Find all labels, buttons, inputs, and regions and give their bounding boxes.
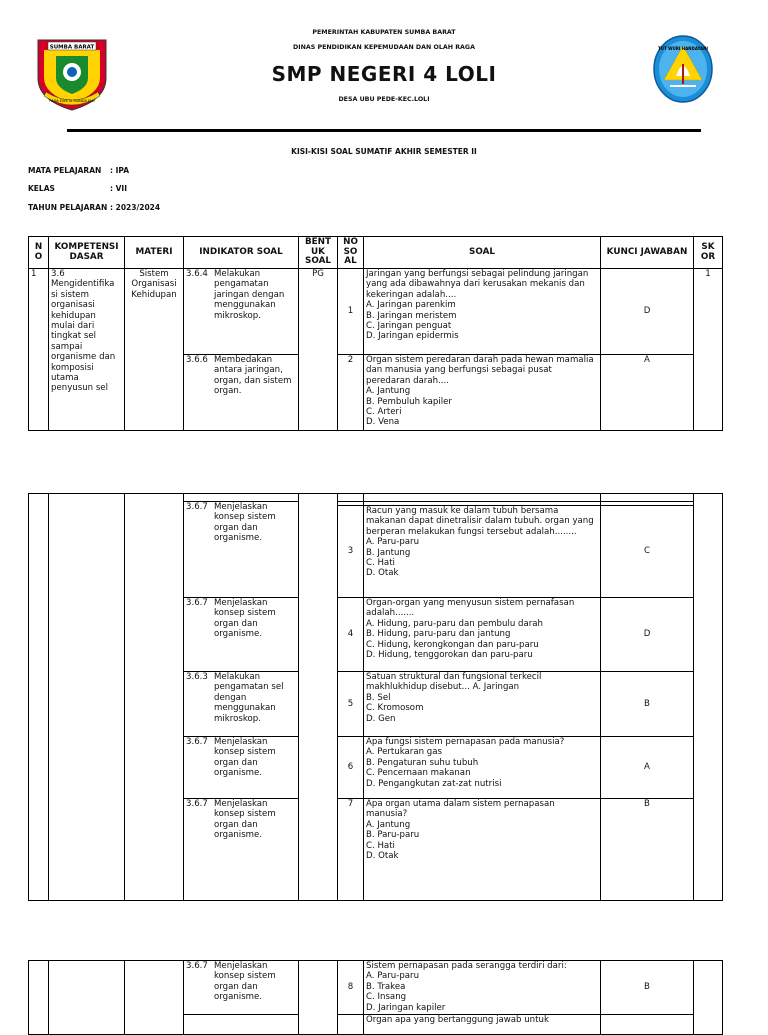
cell-kunci: B — [601, 961, 694, 1015]
soal-line: B. Jantung — [366, 547, 411, 558]
department-line: DINAS PENDIDIKAN KEPEMUDAAN DAN OLAH RAGA — [293, 44, 475, 51]
indikator-number: 3.6.3 — [186, 672, 208, 682]
cell-skor: 1 — [694, 269, 723, 431]
soal-line: B. Trakea — [366, 981, 406, 992]
col-header-soal: SOAL — [364, 237, 601, 269]
cell-nosoal: 2 — [338, 355, 364, 431]
col-header-kunci: KUNCI JAWABAN — [601, 237, 694, 269]
kisi-table-page-1 — [28, 236, 723, 431]
soal-line: B. Pembuluh kapiler — [366, 396, 452, 407]
school-address: DESA UBU PEDE-KEC.LOLI — [338, 96, 430, 103]
meta-year — [28, 203, 160, 212]
indikator-text: Melakukan pengamatan sel dengan menggunakan mikroskop. — [214, 672, 284, 724]
soal-line: C. Jaringan penguat — [366, 321, 452, 332]
soal-line: B. Jaringan meristem — [366, 310, 457, 321]
soal-line: Apa fungsi sistem pernapasan pada manusia? — [366, 737, 565, 747]
header-rule — [67, 129, 701, 132]
cell-indikator — [184, 355, 299, 431]
cell-indikator — [184, 494, 299, 502]
soal-line: C. Insang — [366, 992, 407, 1003]
meta-value: : VII — [110, 184, 127, 193]
cell-kunci: D — [601, 269, 694, 355]
cell-kunci: A — [601, 737, 694, 799]
col-header-kd: KOMPETENSI DASAR — [49, 237, 125, 269]
meta-label: TAHUN PELAJARAN — [28, 203, 108, 212]
cell-kunci: B — [601, 672, 694, 737]
cell-kunci: B — [601, 799, 694, 901]
soal-line: D. Hidung, tenggorokan dan paru-paru — [366, 650, 533, 661]
soal-line: D. Otak — [366, 568, 399, 579]
soal-line: Organ apa yang bertanggung jawab untuk — [366, 1015, 549, 1025]
crest-motto-text: PADA EWETA MANDA ELU — [49, 99, 95, 103]
soal-line: C. Pencernaan makanan — [366, 768, 471, 779]
cell-soal — [364, 799, 601, 901]
soal-line: B. Paru-paru — [366, 830, 420, 841]
table-row — [29, 269, 723, 355]
indikator-text: Melakukan pengamatan jaringan dengan menggunakan mikroskop. — [214, 269, 285, 321]
soal-line: A. Paru-paru — [366, 971, 420, 982]
indikator-number: 3.6.7 — [186, 799, 208, 809]
cell-nosoal: 4 — [338, 598, 364, 672]
col-header-no: N O — [29, 237, 49, 269]
cell-skor — [694, 961, 723, 1035]
indikator-text: Menjelaskan konsep sistem organ dan organisme. — [214, 502, 276, 544]
meta-subject — [28, 166, 129, 175]
cell-nosoal: 3 — [338, 506, 364, 598]
cell-nosoal: 5 — [338, 672, 364, 737]
cell-nosoal: 7 — [338, 799, 364, 901]
soal-line: A. Jantung — [366, 819, 411, 830]
indikator-number: 3.6.7 — [186, 961, 208, 971]
cell-indikator — [184, 502, 299, 598]
meta-class — [28, 184, 127, 193]
document-title: KISI-KISI SOAL SUMATIF AKHIR SEMESTER II — [291, 147, 477, 156]
cell-materi: Sistem Organisasi Kehidupan — [125, 269, 184, 431]
soal-line: A. Hidung, paru-paru dan pembulu darah — [366, 618, 543, 629]
cell-kunci: C — [601, 506, 694, 598]
soal-text — [366, 598, 598, 660]
soal-line: D. Otak — [366, 851, 399, 862]
col-header-materi: MATERI — [125, 237, 184, 269]
cell-skor — [694, 494, 723, 901]
cell-no — [29, 961, 49, 1035]
cell-indikator — [184, 598, 299, 672]
soal-line: C. Hati — [366, 558, 395, 569]
cell-kunci — [601, 494, 694, 502]
indikator-text: Menjelaskan konsep sistem organ dan organisme. — [214, 799, 276, 841]
col-header-indikator: INDIKATOR SOAL — [184, 237, 299, 269]
cell-nosoal — [338, 1015, 364, 1035]
soal-line: D. Jaringan kapiler — [366, 1002, 446, 1013]
soal-text — [366, 506, 598, 579]
crest-banner-text: SUMBA BARAT — [49, 44, 95, 51]
meta-label: MATA PELAJARAN — [28, 166, 102, 175]
cell-indikator — [184, 1015, 299, 1035]
cell-kunci — [601, 1015, 694, 1035]
cell-materi — [125, 494, 184, 901]
soal-line: Organ sistem peredaran darah pada hewan mamalia dan manusia yang berfungsi sebagai pusat peredaran darah.... — [366, 355, 594, 386]
col-header-nosoal: NO SO AL — [338, 237, 364, 269]
cell-nosoal: 8 — [338, 961, 364, 1015]
soal-line: D. Jaringan epidermis — [366, 331, 459, 342]
cell-kunci: A — [601, 355, 694, 431]
soal-text — [366, 799, 598, 861]
indikator-number: 3.6.7 — [186, 598, 208, 608]
cell-bentuk — [299, 961, 338, 1035]
meta-value: : IPA — [110, 166, 130, 175]
emblem-text: TUT WURI HANDAYANI — [658, 46, 708, 51]
cell-soal — [364, 672, 601, 737]
government-line: PEMERINTAH KABUPATEN SUMBA BARAT — [312, 29, 456, 36]
soal-line: A. Jaringan parenkim — [366, 300, 456, 311]
table-row — [29, 961, 723, 1015]
soal-line: Satuan struktural dan fungsional terkecil makhlukhidup disebut... A. Jaringan — [366, 672, 542, 693]
indikator-text: Menjelaskan konsep sistem organ dan organisme. — [214, 961, 276, 1003]
table-header-row — [29, 237, 723, 269]
soal-line: Sistem pernapasan pada serangga terdiri dari: — [366, 961, 567, 971]
cell-soal — [364, 269, 601, 355]
soal-text — [366, 355, 598, 428]
cell-indikator — [184, 672, 299, 737]
soal-text — [366, 961, 598, 1013]
cell-materi — [125, 961, 184, 1035]
cell-nosoal: 6 — [338, 737, 364, 799]
meta-label: KELAS — [28, 184, 55, 193]
soal-text — [366, 269, 598, 342]
cell-kompetensi: 3.6 Mengidentifika si sistem organisasi kehidupan mulai dari tingkat sel sampai organisme dan komposisi utama penyusun sel — [49, 269, 125, 431]
soal-line: Jaringan yang berfungsi sebagai pelindung jaringan yang ada dibawahnya dari kerusakan mekanis dan kekeringan adalah.... — [366, 269, 589, 300]
soal-line: B. Hidung, paru-paru dan jantung — [366, 629, 511, 640]
cell-soal — [364, 737, 601, 799]
cell-indikator — [184, 269, 299, 355]
soal-line: D. Pengangkutan zat-zat nutrisi — [366, 778, 502, 789]
indikator-text: Membedakan antara jaringan, organ, dan sistem organ. — [214, 355, 292, 397]
soal-line: B. Sel — [366, 692, 391, 703]
table-row — [29, 494, 723, 502]
school-name: SMP NEGERI 4 LOLI — [271, 62, 497, 86]
soal-line: C. Hidung, kerongkongan dan paru-paru — [366, 639, 539, 650]
cell-soal — [364, 961, 601, 1015]
col-header-bentuk: BENT UK SOAL — [299, 237, 338, 269]
cell-kompetensi — [49, 494, 125, 901]
soal-line: C. Arteri — [366, 407, 402, 418]
indikator-number: 3.6.7 — [186, 502, 208, 512]
indikator-text: Menjelaskan konsep sistem organ dan organisme. — [214, 737, 276, 779]
tut-wuri-handayani-logo — [652, 34, 714, 104]
soal-line: A. Paru-paru — [366, 537, 420, 548]
indikator-number: 3.6.4 — [186, 269, 208, 279]
cell-soal — [364, 598, 601, 672]
cell-nosoal: 1 — [338, 269, 364, 355]
cell-soal — [364, 355, 601, 431]
cell-bentuk: PG — [299, 269, 338, 431]
cell-indikator — [184, 961, 299, 1015]
indikator-text: Menjelaskan konsep sistem organ dan organisme. — [214, 598, 276, 640]
indikator-number: 3.6.7 — [186, 737, 208, 747]
soal-line: C. Hati — [366, 840, 395, 851]
cell-kunci: D — [601, 598, 694, 672]
soal-line: D. Vena — [366, 417, 400, 428]
indikator-number: 3.6.6 — [186, 355, 208, 365]
soal-line: C. Kromosom — [366, 703, 424, 714]
soal-text — [366, 737, 598, 789]
cell-soal — [364, 1015, 601, 1035]
cell-bentuk — [299, 494, 338, 901]
meta-value: : 2023/2024 — [110, 203, 161, 212]
soal-line: Apa organ utama dalam sistem pernapasan manusia? — [366, 799, 555, 820]
cell-soal — [364, 494, 601, 502]
soal-line: B. Pengaturan suhu tubuh — [366, 757, 479, 768]
soal-line: Racun yang masuk ke dalam tubuh bersama makanan dapat dinetralisir dalam tubuh. organ yang berperan melakukan fungsi tersebut adalah........ — [366, 506, 594, 537]
cell-indikator — [184, 737, 299, 799]
soal-line: Organ-organ yang menyusun sistem pernafasan adalah....... — [366, 598, 575, 619]
col-header-skor: SK OR — [694, 237, 723, 269]
cell-indikator — [184, 799, 299, 901]
cell-soal — [364, 506, 601, 598]
cell-no — [29, 494, 49, 901]
soal-line: A. Jantung — [366, 386, 411, 397]
cell-nosoal — [338, 494, 364, 502]
kisi-table-page-2 — [28, 493, 723, 901]
soal-line: A. Pertukaran gas — [366, 747, 442, 758]
soal-text — [366, 672, 598, 724]
cell-no: 1 — [29, 269, 49, 431]
cell-kompetensi — [49, 961, 125, 1035]
soal-line: D. Gen — [366, 713, 396, 724]
